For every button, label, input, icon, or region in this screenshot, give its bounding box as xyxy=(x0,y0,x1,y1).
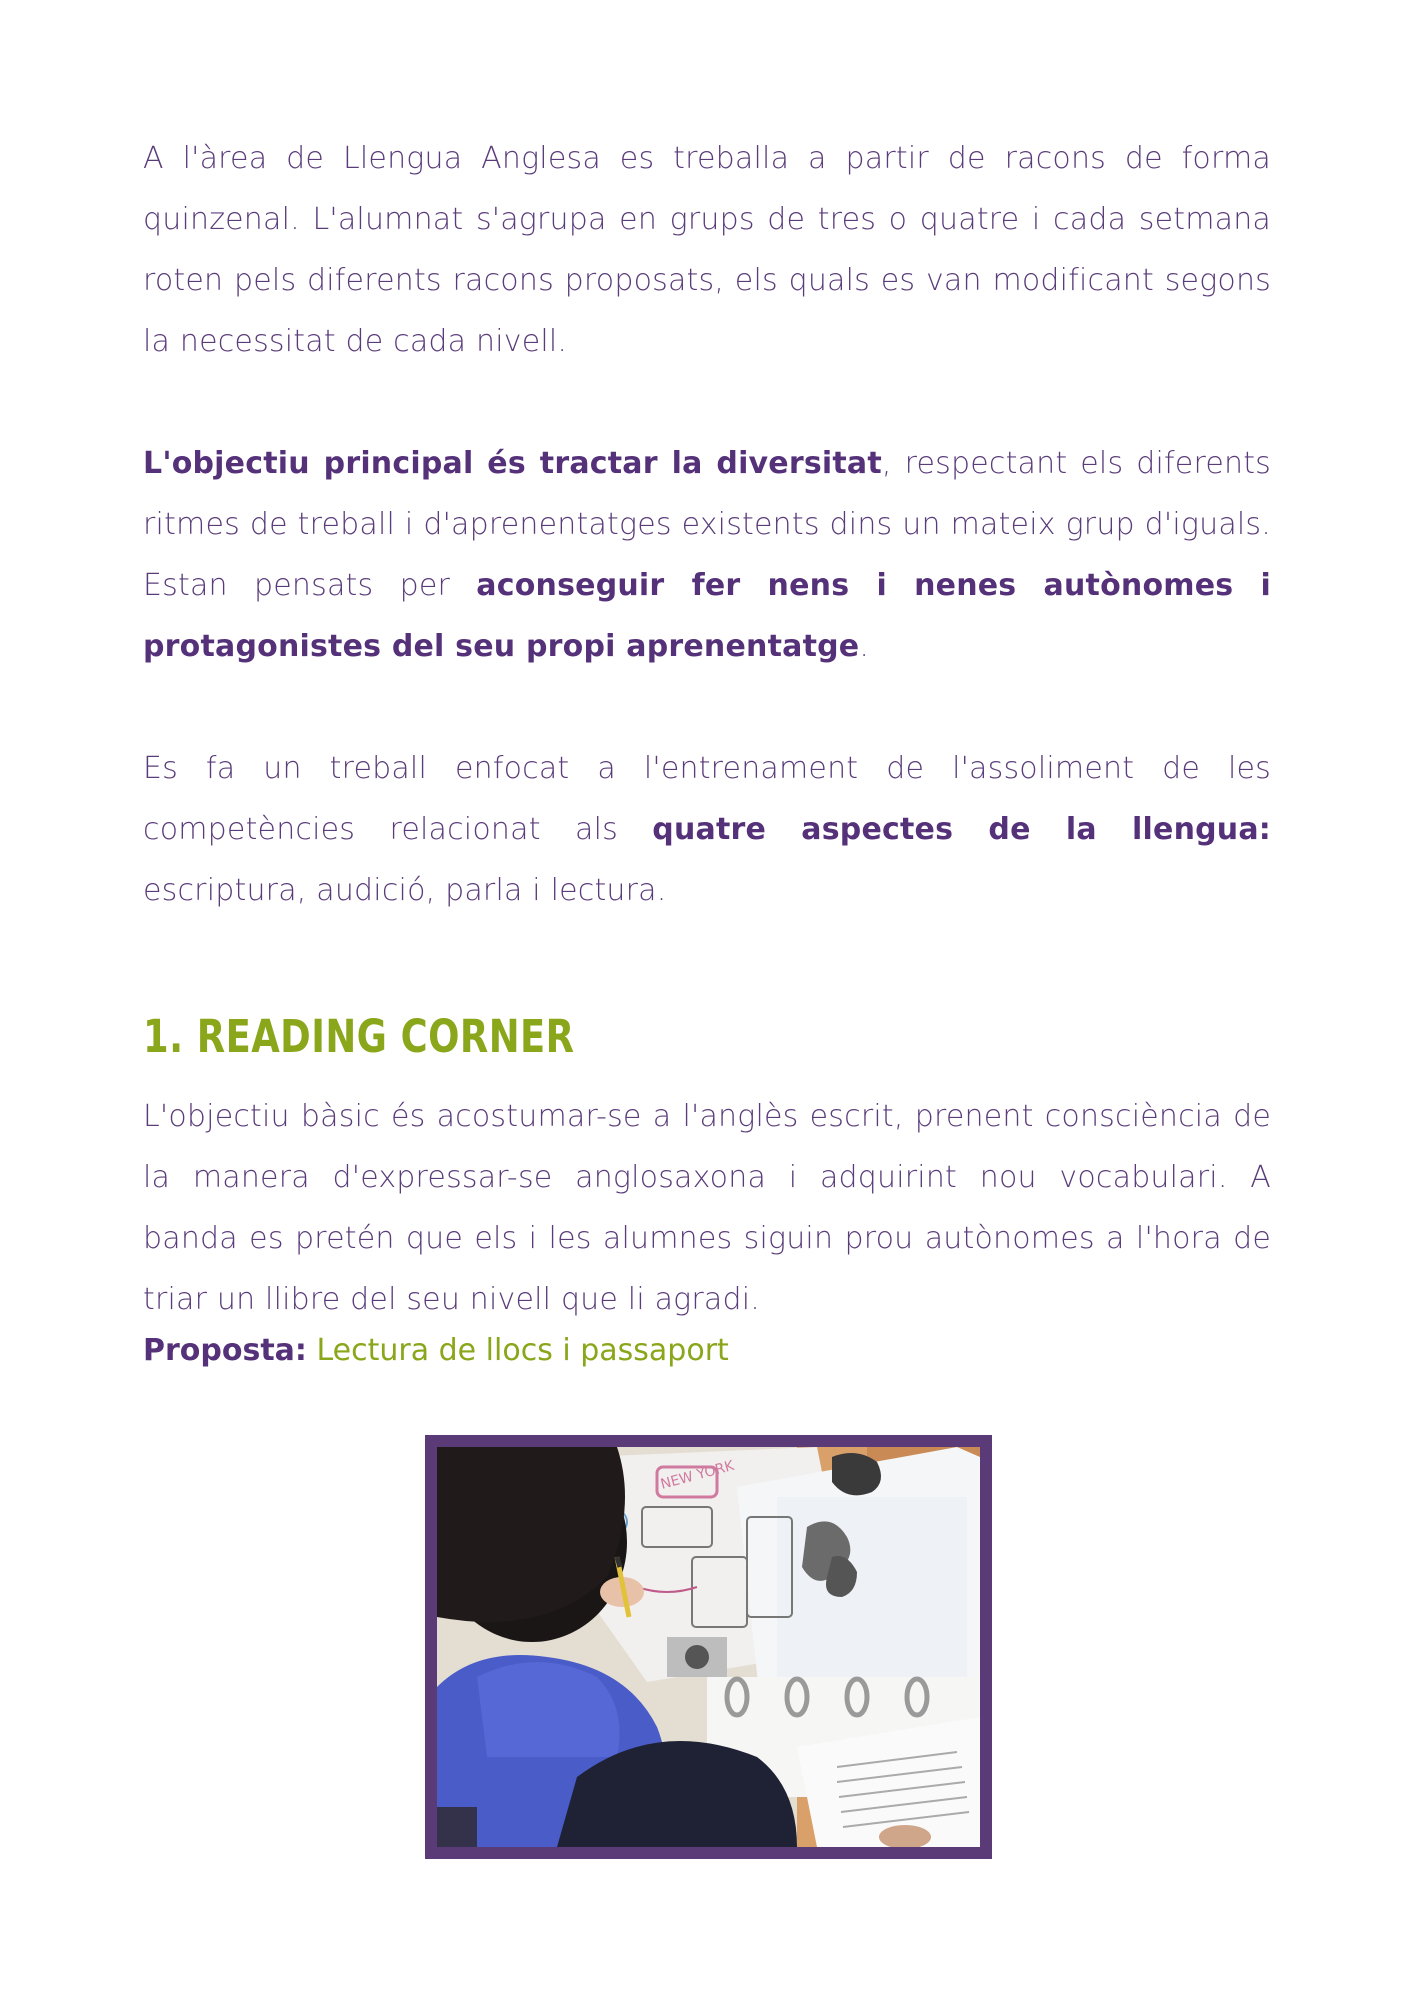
intro-paragraph-2-text-a: , respectant els diferents ritmes de treball i d'aprenentatges existents dins un mateix grup d'iguals. Estan pensats per xyxy=(143,446,1271,603)
proposal-label: Proposta: xyxy=(143,1333,307,1368)
proposal-value: Lectura de llocs i passaport xyxy=(316,1333,729,1368)
photo-frame xyxy=(425,1435,992,1859)
language-aspects-highlight: quatre aspectes de la llengua: xyxy=(652,812,1271,847)
photo-sign-text: NEW YORK xyxy=(658,1457,736,1493)
classroom-photo xyxy=(437,1447,980,1847)
classroom-photo-illustration xyxy=(437,1447,980,1847)
intro-paragraph-3-text-a: Es fa un treball enfocat a l'entrenament de l'assoliment de les competències relacionat als xyxy=(143,751,1271,847)
intro-paragraph-2 xyxy=(143,433,1271,677)
autonomy-highlight: aconseguir fer nens i nenes autònomes i protagonistes del seu propi aprenentatge xyxy=(143,568,1271,664)
intro-paragraph-3 xyxy=(143,738,1271,921)
proposal-line xyxy=(143,1320,729,1381)
reading-corner-text: L'objectiu bàsic és acostumar-se a l'anglès escrit, prenent consciència de la manera d'expressar-se anglosaxona i adquirint nou vocabulari. A banda es pretén que els i les alumnes siguin prou autònomes a l'hora de triar un llibre del seu nivell que li agradi. xyxy=(143,1099,1271,1317)
section-heading-reading-corner: 1. READING CORNER xyxy=(143,1010,575,1063)
objective-highlight: L'objectiu principal és tractar la diversitat xyxy=(143,446,882,481)
intro-paragraph-1 xyxy=(143,128,1271,372)
reading-corner-paragraph xyxy=(143,1086,1271,1330)
intro-paragraph-1-text: A l'àrea de Llengua Anglesa es treballa a partir de racons de forma quinzenal. L'alumnat s'agrupa en grups de tres o quatre i cada setmana roten pels diferents racons proposats, els quals es van modificant segons la necessitat de cada nivell. xyxy=(143,141,1271,359)
intro-paragraph-3-text-b: escriptura, audició, parla i lectura. xyxy=(143,873,667,908)
intro-paragraph-2-text-b: . xyxy=(859,629,870,664)
